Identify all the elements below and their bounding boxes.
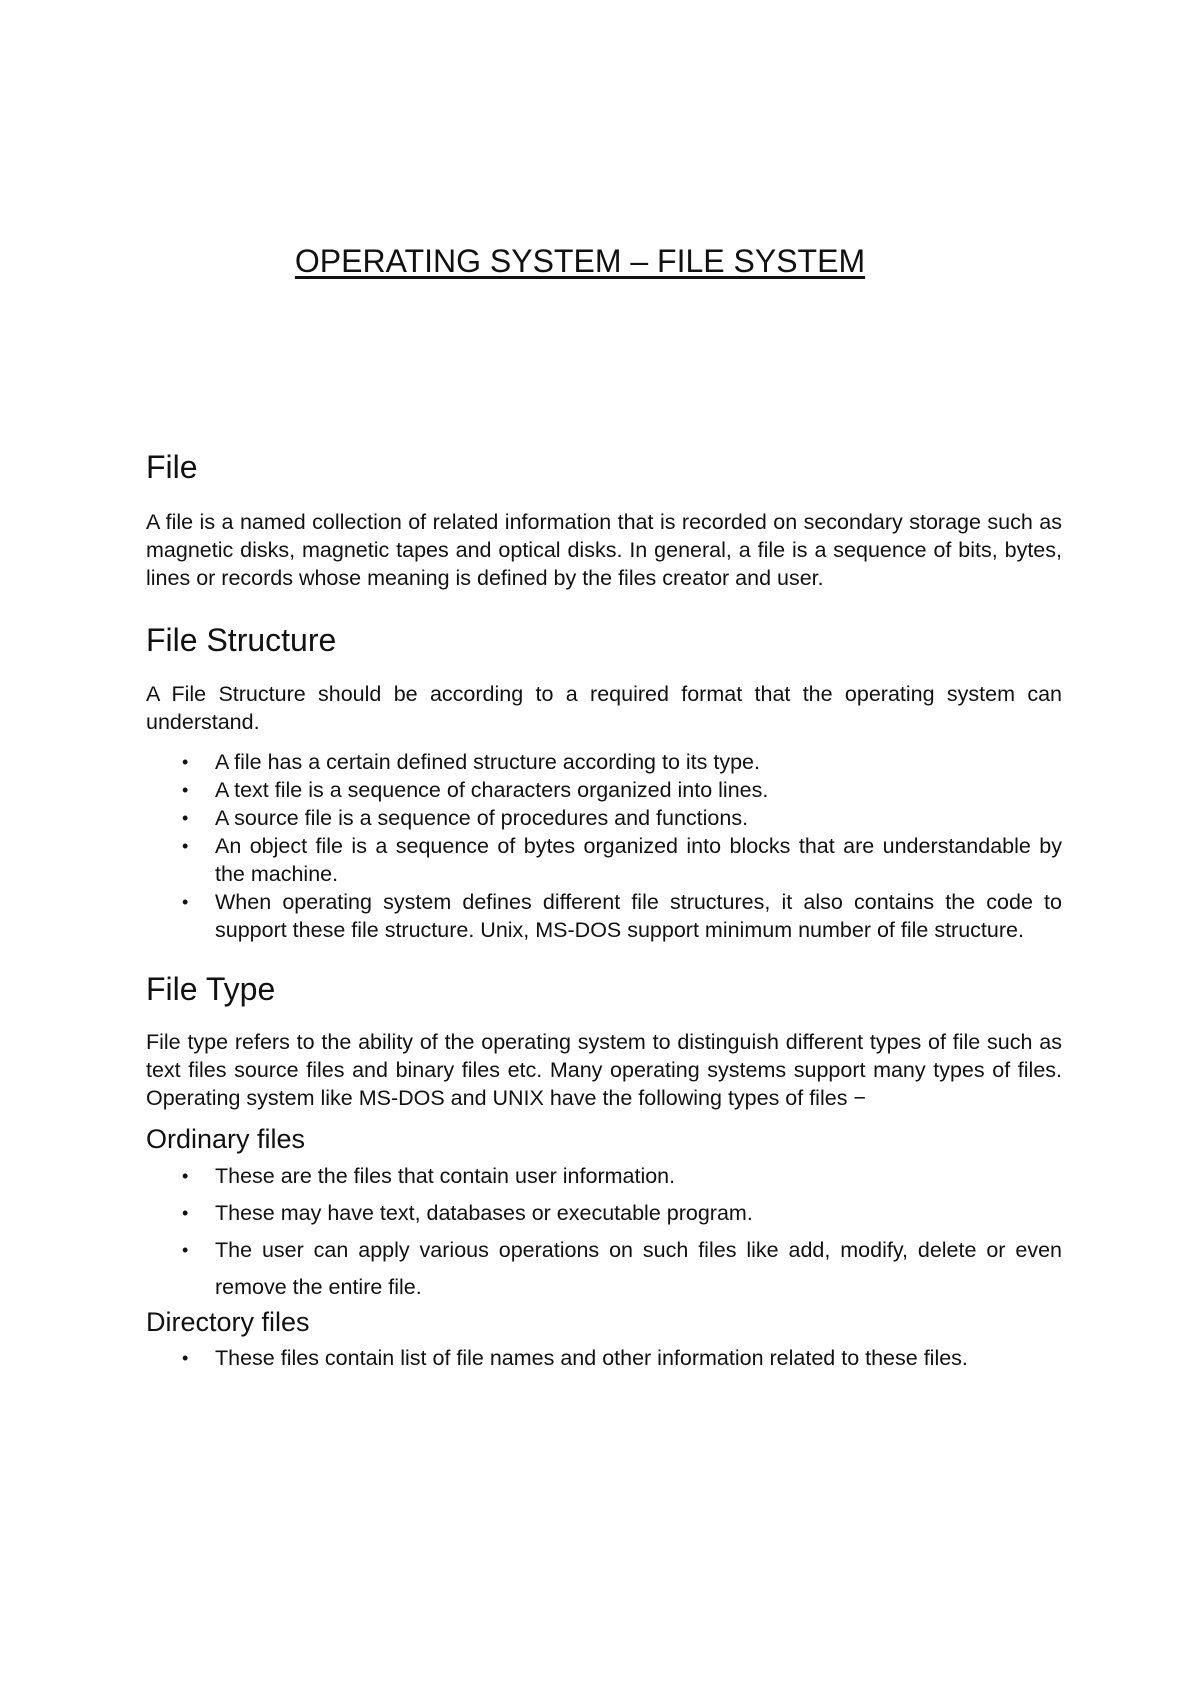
bullet-icon: •: [182, 1202, 189, 1223]
list-item-text: These files contain list of file names and other information related to these files.: [215, 1345, 968, 1370]
section-heading-file-structure: File Structure: [146, 622, 337, 659]
list-item-text: The user can apply various operations on such files like add, modify, delete or even remove the entire file.: [215, 1237, 1062, 1299]
directory-files-list: [146, 1340, 1062, 1377]
document-body: [146, 448, 1062, 1377]
subsection-heading-directory-files: Directory files: [146, 1306, 310, 1337]
page-title: OPERATING SYSTEM – FILE SYSTEM: [294, 243, 866, 279]
list-item: [146, 1232, 1062, 1306]
list-item-text: A source file is a sequence of procedures and functions.: [215, 805, 749, 830]
section-paragraph-file-type: File type refers to the ability of the operating system to distinguish different types of file such as text files source files and binary files etc. Many operating systems support many types of files. Operating system like MS-DOS and UNIX have the following types of files −: [146, 1030, 1062, 1111]
bullet-icon: •: [182, 1347, 189, 1368]
section-heading-file-type: File Type: [146, 970, 276, 1007]
section-heading-file: File: [146, 449, 198, 485]
subsection-heading-ordinary-files: Ordinary files: [146, 1124, 306, 1155]
list-item-text: A text file is a sequence of characters organized into lines.: [215, 777, 769, 802]
bullet-icon: •: [182, 807, 189, 828]
bullet-icon: •: [182, 891, 189, 912]
bullet-icon: •: [182, 835, 189, 856]
list-item-text: These are the files that contain user information.: [215, 1163, 676, 1188]
list-item: [146, 832, 1062, 888]
list-item: [146, 1158, 1062, 1195]
list-item-text: A file has a certain defined structure according to its type.: [215, 749, 760, 774]
section-paragraph-file: A file is a named collection of related information that is recorded on secondary storage such as magnetic disks, magnetic tapes and optical disks. In general, a file is a sequence of bits, bytes, lines or records whose meaning is defined by the files creator and user.: [146, 510, 1062, 591]
file-structure-list: [146, 748, 1062, 944]
list-item: [146, 804, 1062, 832]
list-item: [146, 888, 1062, 944]
list-item: [146, 748, 1062, 776]
bullet-icon: •: [182, 779, 189, 800]
list-item-text: An object file is a sequence of bytes organized into blocks that are understandable by the machine.: [215, 833, 1062, 886]
bullet-icon: •: [182, 1165, 189, 1186]
ordinary-files-list: [146, 1158, 1062, 1306]
bullet-icon: •: [182, 751, 189, 772]
list-item: [146, 1195, 1062, 1232]
list-item: [146, 1340, 1062, 1377]
list-item-text: These may have text, databases or executable program.: [215, 1200, 753, 1225]
list-item: [146, 776, 1062, 804]
list-item-text: When operating system defines different file structures, it also contains the code to support these file structure. Unix, MS-DOS support minimum number of file structure.: [215, 889, 1062, 942]
section-paragraph-file-structure: A File Structure should be according to a required format that the operating system can understand.: [146, 681, 1062, 734]
bullet-icon: •: [182, 1239, 189, 1260]
